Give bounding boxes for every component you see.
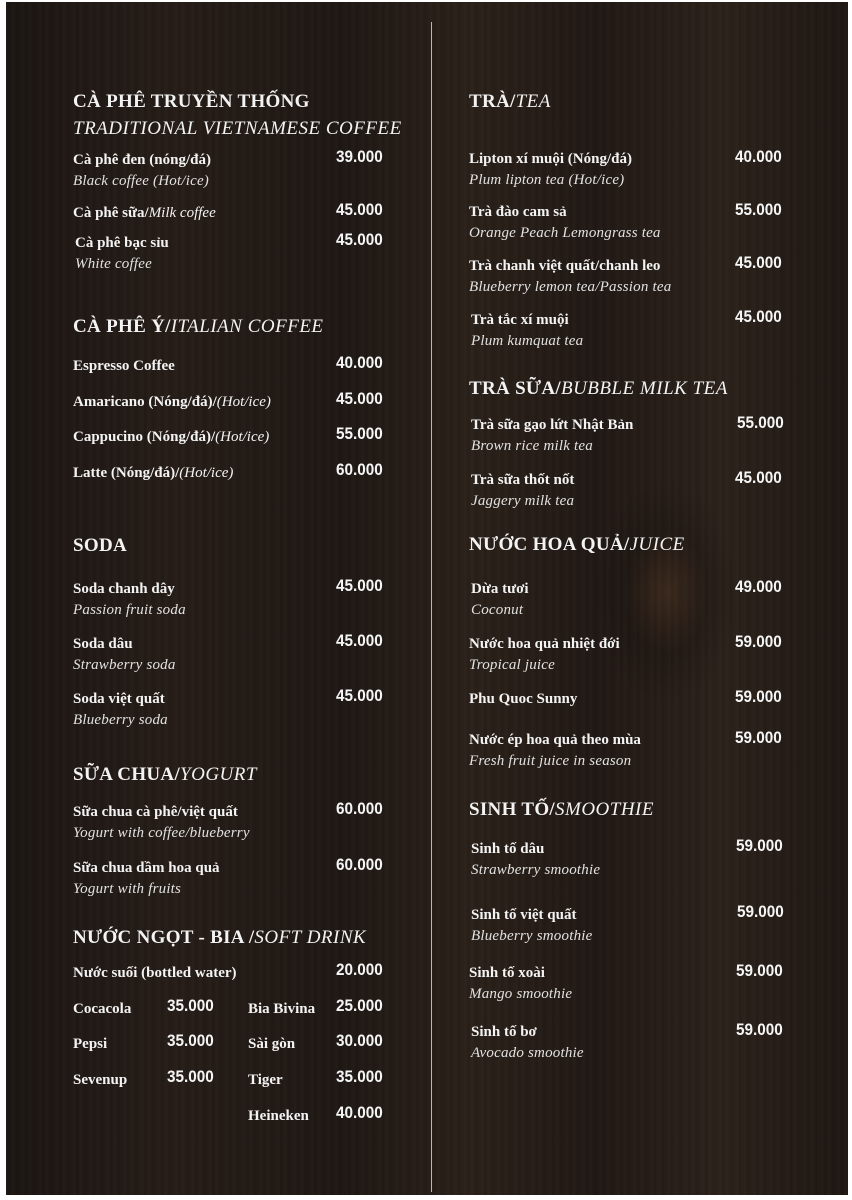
menu-item-name-en: (Hot/ice) bbox=[215, 429, 270, 445]
menu-item-name: Trà chanh việt quất/chanh leo bbox=[469, 258, 661, 274]
menu-item-name: Sinh tố việt quất bbox=[471, 907, 577, 923]
menu-item-name: Soda chanh dây bbox=[73, 581, 175, 597]
section-title-vi: SỮA CHUA/ bbox=[73, 764, 181, 785]
menu-item-english: Plum lipton tea (Hot/ice) bbox=[469, 172, 625, 188]
menu-item-english: Strawberry soda bbox=[73, 657, 176, 673]
menu-item-price: 35.000 bbox=[167, 996, 214, 1015]
menu-item-price: 20.000 bbox=[336, 960, 383, 979]
menu-item-english: Blueberry smoothie bbox=[471, 928, 593, 944]
menu-item-name: Tiger bbox=[248, 1072, 283, 1088]
menu-item-english: Black coffee (Hot/ice) bbox=[73, 173, 209, 189]
smoothie-title bbox=[469, 799, 654, 821]
menu-item-price: 25.000 bbox=[336, 996, 383, 1015]
menu-item-english: White coffee bbox=[75, 256, 152, 272]
section-title-en: TEA bbox=[515, 91, 551, 112]
menu-item-price: 59.000 bbox=[737, 902, 784, 921]
menu-item-name bbox=[73, 205, 216, 222]
section-title-en: JUICE bbox=[629, 534, 685, 555]
menu-item-name-vi: Cà phê sữa/ bbox=[73, 205, 149, 221]
menu-item-name: Heineken bbox=[248, 1108, 309, 1124]
menu-item-price: 30.000 bbox=[336, 1031, 383, 1050]
menu-item-name: Sinh tố bơ bbox=[471, 1024, 537, 1040]
soda-title: SODA bbox=[73, 535, 127, 556]
menu-item-name-vi: Amaricano (Nóng/đá)/ bbox=[73, 394, 217, 410]
soft-drink-title bbox=[73, 927, 366, 949]
menu-item-name: Nước ép hoa quả theo mùa bbox=[469, 732, 641, 748]
menu-item-name: Sài gòn bbox=[248, 1036, 296, 1052]
menu-item-name: Soda việt quất bbox=[73, 691, 165, 707]
menu-item-english: Tropical juice bbox=[469, 657, 555, 673]
menu-item-name: Phu Quoc Sunny bbox=[469, 691, 578, 707]
menu-item-name: Dừa tươi bbox=[471, 581, 529, 597]
menu-item-price: 59.000 bbox=[735, 687, 782, 706]
menu-item-price: 40.000 bbox=[735, 147, 782, 166]
menu-item-name: Lipton xí muội (Nóng/đá) bbox=[469, 151, 632, 167]
menu-item-name: Trà tắc xí muội bbox=[471, 312, 569, 328]
menu-item-name-en: (Hot/ice) bbox=[216, 394, 271, 410]
menu-item-price: 59.000 bbox=[735, 728, 782, 747]
menu-item-price: 59.000 bbox=[736, 961, 783, 980]
italian-coffee-title bbox=[73, 316, 324, 338]
menu-item-name-en: Milk coffee bbox=[148, 205, 216, 221]
menu-item-name-vi: Latte (Nóng/đá)/ bbox=[73, 465, 180, 481]
menu-item-price: 40.000 bbox=[336, 1103, 383, 1122]
section-title-en: BUBBLE MILK TEA bbox=[560, 378, 728, 399]
menu-item-english: Blueberry lemon tea/Passion tea bbox=[469, 279, 672, 295]
menu-item-price: 45.000 bbox=[735, 307, 782, 326]
menu-item-name-en: (Hot/ice) bbox=[179, 465, 234, 481]
menu-item-english: Yogurt with fruits bbox=[73, 881, 182, 897]
menu-item-english: Plum kumquat tea bbox=[471, 333, 584, 349]
juice-title bbox=[469, 534, 685, 556]
menu-item-name: Pepsi bbox=[73, 1036, 108, 1052]
menu-item-name: Trà đào cam sả bbox=[469, 204, 567, 220]
menu-item-name: Sữa chua cà phê/việt quất bbox=[73, 804, 238, 820]
menu-item-price: 45.000 bbox=[336, 576, 383, 595]
section-title-en: ITALIAN COFFEE bbox=[170, 316, 324, 337]
menu-item-english: Passion fruit soda bbox=[73, 602, 186, 618]
menu-item-price: 40.000 bbox=[336, 353, 383, 372]
menu-item-price: 35.000 bbox=[336, 1067, 383, 1086]
section-title-en: YOGURT bbox=[180, 764, 257, 785]
yogurt-title bbox=[73, 764, 257, 786]
menu-item-name: Bia Bivina bbox=[248, 1001, 316, 1017]
menu-item-english: Jaggery milk tea bbox=[471, 493, 575, 509]
menu-item-price: 39.000 bbox=[336, 147, 383, 166]
menu-item-english: Brown rice milk tea bbox=[471, 438, 593, 454]
menu-item-english: Coconut bbox=[471, 602, 524, 618]
section-title-vi: NƯỚC NGỌT - BIA / bbox=[73, 927, 255, 948]
menu-item-name: Cà phê bạc sỉu bbox=[75, 235, 169, 251]
menu-item-name: Trà sữa gạo lứt Nhật Bản bbox=[471, 417, 634, 433]
section-title-en: SOFT DRINK bbox=[254, 927, 367, 948]
tea-title bbox=[469, 91, 551, 113]
menu-item-price: 55.000 bbox=[336, 424, 383, 443]
menu-item-price: 45.000 bbox=[336, 389, 383, 408]
menu-item-price: 60.000 bbox=[336, 460, 383, 479]
menu-item-english: Fresh fruit juice in season bbox=[469, 753, 632, 769]
menu-item-name: Sinh tố xoài bbox=[469, 965, 545, 981]
menu-item-name: Nước hoa quả nhiệt đới bbox=[469, 636, 620, 652]
menu-item-price: 45.000 bbox=[735, 468, 782, 487]
menu-item-name: Espresso Coffee bbox=[73, 358, 175, 374]
menu-item-name bbox=[73, 429, 269, 446]
menu-item-price: 55.000 bbox=[735, 200, 782, 219]
menu-item-english: Yogurt with coffee/blueberry bbox=[73, 825, 250, 841]
menu-item-price: 55.000 bbox=[737, 413, 784, 432]
section-title-vi: CÀ PHÊ Ý/ bbox=[73, 316, 171, 337]
menu-item-price: 45.000 bbox=[336, 200, 383, 219]
section-title-en: SMOOTHIE bbox=[555, 799, 654, 820]
menu-item-name: Soda dâu bbox=[73, 636, 133, 652]
menu-item-name bbox=[73, 465, 233, 482]
menu-item-name bbox=[73, 394, 271, 411]
menu-item-name: Sữa chua dầm hoa quả bbox=[73, 860, 220, 876]
menu-item-price: 59.000 bbox=[736, 1020, 783, 1039]
section-title-vi: TRÀ SỮA/ bbox=[469, 378, 561, 399]
milk-tea-title bbox=[469, 378, 728, 400]
section-title-vi: NƯỚC HOA QUẢ/ bbox=[469, 534, 630, 555]
column-divider bbox=[431, 22, 432, 1192]
menu-item-price: 45.000 bbox=[336, 230, 383, 249]
menu-item-price: 49.000 bbox=[735, 577, 782, 596]
menu-item-price: 35.000 bbox=[167, 1067, 214, 1086]
menu-item-english: Orange Peach Lemongrass tea bbox=[469, 225, 661, 241]
menu-item-english: Avocado smoothie bbox=[471, 1045, 584, 1061]
menu-item-name: Sinh tố dâu bbox=[471, 841, 545, 857]
traditional-coffee-subtitle: TRADITIONAL VIETNAMESE COFFEE bbox=[73, 118, 402, 139]
menu-item-name: Nước suối (bottled water) bbox=[73, 965, 237, 981]
menu-item-name-vi: Cappucino (Nóng/đá)/ bbox=[73, 429, 216, 445]
traditional-coffee-title: CÀ PHÊ TRUYỀN THỐNG bbox=[73, 91, 310, 112]
menu-item-price: 59.000 bbox=[735, 632, 782, 651]
menu-item-price: 59.000 bbox=[736, 836, 783, 855]
menu-item-name: Trà sữa thốt nốt bbox=[471, 472, 575, 488]
menu-item-english: Strawberry smoothie bbox=[471, 862, 601, 878]
menu-item-name: Sevenup bbox=[73, 1072, 128, 1088]
menu-item-english: Mango smoothie bbox=[469, 986, 573, 1002]
menu-item-price: 60.000 bbox=[336, 799, 383, 818]
menu-item-english: Blueberry soda bbox=[73, 712, 168, 728]
section-title-vi: SINH TỐ/ bbox=[469, 799, 555, 820]
menu-item-price: 35.000 bbox=[167, 1031, 214, 1050]
menu-item-name: Cocacola bbox=[73, 1001, 132, 1017]
section-title-vi: TRÀ/ bbox=[469, 91, 516, 112]
menu-item-price: 45.000 bbox=[336, 686, 383, 705]
menu-item-price: 60.000 bbox=[336, 855, 383, 874]
menu-item-price: 45.000 bbox=[336, 631, 383, 650]
menu-item-price: 45.000 bbox=[735, 253, 782, 272]
menu-item-name: Cà phê đen (nóng/đá) bbox=[73, 152, 211, 168]
menu-board bbox=[6, 2, 848, 1195]
